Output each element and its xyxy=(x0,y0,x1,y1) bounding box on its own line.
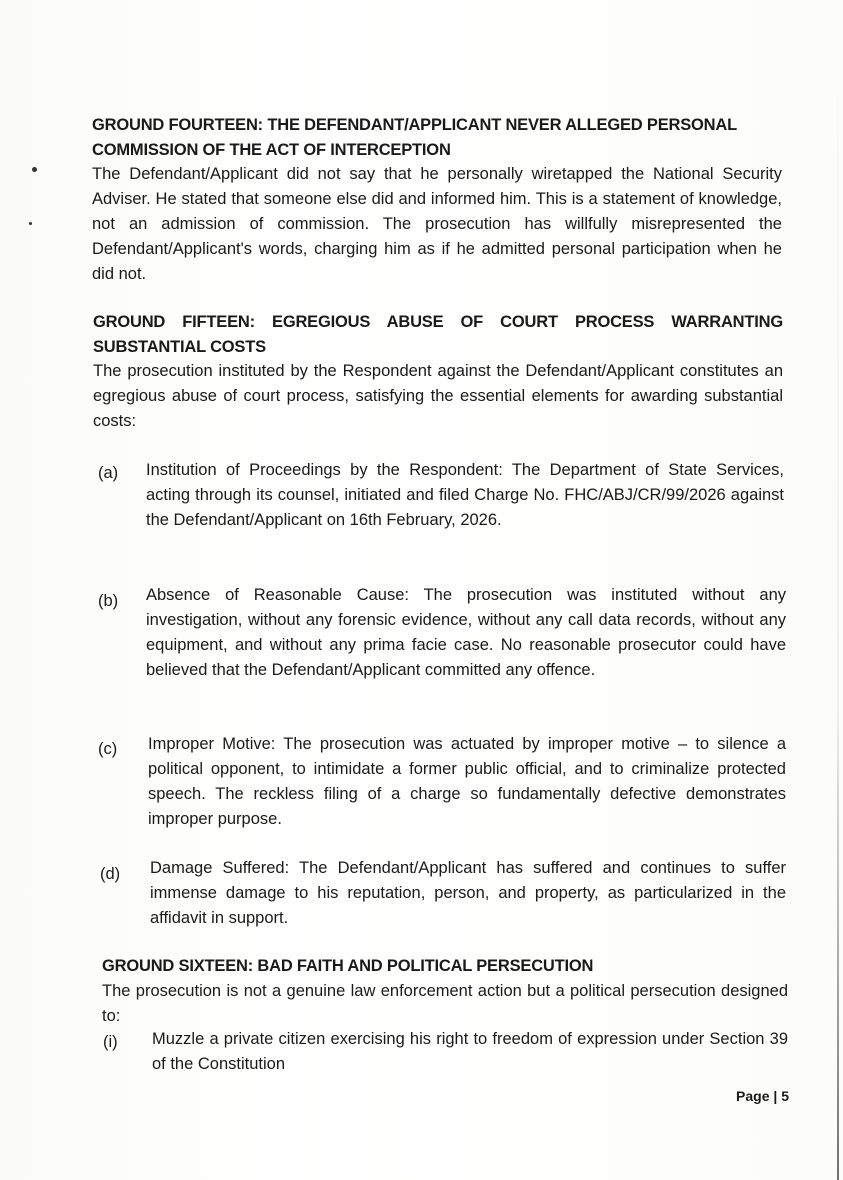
list-item-text: Absence of Reasonable Cause: The prosecution was instituted without any investigation, without any forensic evidence, without any call data records, without any equipment, and without any prima facie case. No reasonable prosecutor could have believed that the Defendant/Applicant committed any offence. xyxy=(146,586,786,679)
scan-speck xyxy=(32,167,37,172)
list-item-label: (d) xyxy=(100,865,121,883)
ground-fifteen-heading: GROUND FIFTEEN: EGREGIOUS ABUSE OF COURT PROCESS WARRANTING SUBSTANTIAL COSTS xyxy=(93,313,783,356)
ground-sixteen-heading: GROUND SIXTEEN: BAD FAITH AND POLITICAL PERSECUTION xyxy=(102,957,594,975)
list-item-text: Improper Motive: The prosecution was actuated by improper motive – to silence a political opponent, to intimidate a former public official, and to criminalize protected speech. The reckless filing of a charge so fundamentally defective demonstrates improper purpose. xyxy=(148,735,786,828)
list-item-label: (a) xyxy=(98,464,119,482)
ground-sixteen-body: The prosecution is not a genuine law enforcement action but a political persecution designed to: xyxy=(102,982,788,1025)
list-item-label: (b) xyxy=(98,592,119,610)
page-number: Page | 5 xyxy=(736,1088,789,1104)
ground-fourteen-body: The Defendant/Applicant did not say that he personally wiretapped the National Security Adviser. He stated that someone else did and informed him. This is a statement of knowledge, not an admission of commission. The prosecution has willfully misrepresented the Defendant/Applicant's words, charging him as if he admitted personal participation when he did not. xyxy=(92,165,782,283)
ground-fourteen-heading: GROUND FOURTEEN: THE DEFENDANT/APPLICANT NEVER ALLEGED PERSONAL COMMISSION OF THE ACT OF INTERCEPTION xyxy=(92,116,737,159)
list-item-text: Damage Suffered: The Defendant/Applicant has suffered and continues to suffer immense damage to his reputation, person, and property, as particularized in the affidavit in support. xyxy=(150,859,786,927)
scan-speck xyxy=(29,222,32,225)
list-item-text: Muzzle a private citizen exercising his right to freedom of expression under Section 39 of the Constitution xyxy=(152,1030,788,1073)
scan-edge-line xyxy=(837,0,839,1180)
list-item-label: (c) xyxy=(98,740,118,758)
list-item-text: Institution of Proceedings by the Respondent: The Department of State Services, acting through its counsel, initiated and filed Charge No. FHC/ABJ/CR/99/2026 against the Defendant/Applicant on 16th February, 2026. xyxy=(146,461,784,529)
ground-fifteen-body: The prosecution instituted by the Respondent against the Defendant/Applicant constitutes an egregious abuse of court process, satisfying the essential elements for awarding substantial costs: xyxy=(93,362,783,430)
list-item-label: (i) xyxy=(103,1033,118,1051)
